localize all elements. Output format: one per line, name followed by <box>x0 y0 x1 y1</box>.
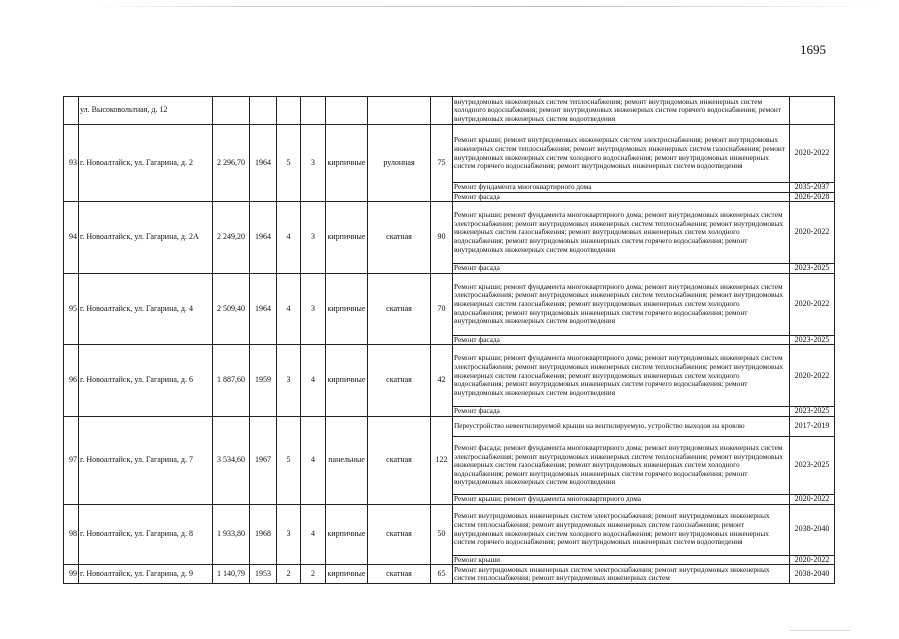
roof-cell: скатная <box>368 565 431 584</box>
roof-cell: скатная <box>368 504 431 565</box>
works-cell: Ремонт фасада <box>453 335 790 345</box>
works-cell: Ремонт фасада <box>453 407 790 417</box>
area-cell <box>213 97 250 125</box>
address-cell: г. Новоалтайск, ул. Гагарина, д. 2 <box>79 125 213 202</box>
address-cell: г. Новоалтайск, ул. Гагарина, д. 2А <box>79 202 213 274</box>
address-cell: г. Новоалтайск, ул. Гагарина, д. 6 <box>79 345 213 417</box>
address-cell: г. Новоалтайск, ул. Гагарина, д. 4 <box>79 273 213 345</box>
entrances-cell: 3 <box>301 125 326 202</box>
housing-register-table <box>63 96 835 584</box>
row-number: 99 <box>64 565 79 584</box>
wear-cell: 65 <box>431 565 453 584</box>
entrances-cell: 3 <box>301 273 326 345</box>
year-cell <box>250 97 277 125</box>
row-number: 94 <box>64 202 79 274</box>
works-cell: Ремонт крыши; ремонт фундамента многоквартирного дома; ремонт внутридомовых инженерных систем электроснабжения; ремонт внутридомовых инженерных систем теплоснабжения; ремонт внутридомовых инженерных систем газоснабжения; ремонт внутридомовых инженерных систем холодного водоснабжения; ремонт внутридомовых инженерных систем горячего водоснабжения; ремонт внутридомовых инженерных систем водоотведения <box>453 345 790 407</box>
works-cell: внутридомовых инженерных систем теплоснабжения; ремонт внутридомовых инженерных систем холодного водоснабжения; ремонт внутридомовых инженерных систем горячего водоснабжения; ремонт внутридомовых инженерных систем водоотведения <box>453 97 790 125</box>
roof-cell: скатная <box>368 345 431 417</box>
works-cell: Ремонт крыши; ремонт фундамента многоквартирного дома <box>453 494 790 504</box>
floors-cell: 2 <box>277 565 301 584</box>
wear-cell: 90 <box>431 202 453 274</box>
table-row <box>64 125 835 183</box>
period-cell: 2026-2028 <box>790 192 835 202</box>
walls-cell: кирпичные <box>326 565 368 584</box>
works-cell: Ремонт фасада; ремонт фундамента многоквартирного дома; ремонт внутридомовых инженерных систем электроснабжения; ремонт внутридомовых инженерных систем теплоснабжения; ремонт внутридомовых инженерных систем газоснабжения; ремонт внутридомовых инженерных систем холодного водоснабжения; ремонт внутридомовых инженерных систем горячего водоснабжения; ремонт внутридомовых инженерных систем водоотведения <box>453 436 790 494</box>
table-row <box>64 565 835 584</box>
year-cell: 1968 <box>250 504 277 565</box>
works-cell: Ремонт крыши; ремонт внутридомовых инженерных систем электроснабжения; ремонт внутридомовых инженерных систем теплоснабжения; ремонт внутридомовых инженерных систем газоснабжения; ремонт внутридомовых инженерных систем холодного водоснабжения; ремонт внутридомовых инженерных систем горячего водоснабжения; ремонт внутридомовых инженерных систем водоотведения <box>453 125 790 183</box>
walls-cell: панельные <box>326 416 368 504</box>
year-cell: 1967 <box>250 416 277 504</box>
period-cell: 2020-2022 <box>790 273 835 335</box>
period-cell: 2023-2025 <box>790 264 835 274</box>
entrances-cell: 2 <box>301 565 326 584</box>
works-cell: Ремонт крыши; ремонт фундамента многоквартирного дома; ремонт внутридомовых инженерных систем электроснабжения; ремонт внутридомовых инженерных систем теплоснабжения; ремонт внутридомовых инженерных систем газоснабжения; ремонт внутридомовых инженерных систем холодного водоснабжения; ремонт внутридомовых инженерных систем горячего водоснабжения; ремонт внутридомовых инженерных систем водоотведения <box>453 202 790 264</box>
period-cell: 2023-2025 <box>790 407 835 417</box>
year-cell: 1959 <box>250 345 277 417</box>
table-row <box>64 504 835 555</box>
floors-cell: 3 <box>277 345 301 417</box>
period-cell: 2023-2025 <box>790 335 835 345</box>
table-row <box>64 345 835 407</box>
area-cell: 1 933,80 <box>213 504 250 565</box>
entrances-cell <box>301 97 326 125</box>
entrances-cell: 4 <box>301 416 326 504</box>
roof-cell <box>368 97 431 125</box>
table-body <box>64 97 835 584</box>
entrances-cell: 4 <box>301 504 326 565</box>
area-cell: 2 296,70 <box>213 125 250 202</box>
period-cell: 2023-2025 <box>790 436 835 494</box>
area-cell: 2 509,40 <box>213 273 250 345</box>
roof-cell: скатная <box>368 416 431 504</box>
floors-cell <box>277 97 301 125</box>
address-cell: г. Новоалтайск, ул. Гагарина, д. 9 <box>79 565 213 584</box>
works-cell: Ремонт внутридомовых инженерных систем электроснабжения; ремонт внутридомовых инженерных систем теплоснабжения; ремонт внутридомовых инженерных систем газоснабжения; ремонт внутридомовых инженерных систем холодного водоснабжения; ремонт внутридомовых инженерных систем горячего водоснабжения; ремонт внутридомовых инженерных систем водоотведения <box>453 504 790 555</box>
row-number: 93 <box>64 125 79 202</box>
area-cell: 2 249,20 <box>213 202 250 274</box>
works-cell: Ремонт фасада <box>453 192 790 202</box>
year-cell: 1964 <box>250 125 277 202</box>
works-cell: Ремонт фасада <box>453 264 790 274</box>
row-number: 96 <box>64 345 79 417</box>
wear-cell <box>431 97 453 125</box>
period-cell: 2020-2022 <box>790 125 835 183</box>
page-number: 1695 <box>800 42 826 57</box>
address-cell: г. Новоалтайск, ул. Гагарина, д. 7 <box>79 416 213 504</box>
floors-cell: 4 <box>277 273 301 345</box>
works-cell: Ремонт фундамента многоквартирного дома <box>453 183 790 193</box>
works-cell: Ремонт внутридомовых инженерных систем электроснабжения; ремонт внутридомовых инженерных систем теплоснабжения; ремонт внутридомовых инженерных систем <box>453 565 790 584</box>
works-cell: Ремонт крыши <box>453 555 790 565</box>
roof-cell: скатная <box>368 202 431 274</box>
roof-cell: рулонная <box>368 125 431 202</box>
floors-cell: 3 <box>277 504 301 565</box>
wear-cell: 42 <box>431 345 453 417</box>
area-cell: 1 140,79 <box>213 565 250 584</box>
floors-cell: 5 <box>277 416 301 504</box>
entrances-cell: 4 <box>301 345 326 417</box>
period-cell: 2020-2022 <box>790 555 835 565</box>
walls-cell: кирпичные <box>326 202 368 274</box>
period-cell: 2035-2037 <box>790 183 835 193</box>
period-cell: 2038-2040 <box>790 565 835 584</box>
period-cell: 2020-2022 <box>790 202 835 264</box>
floors-cell: 4 <box>277 202 301 274</box>
period-cell <box>790 97 835 125</box>
table-row <box>64 416 835 436</box>
address-cell: ул. Высоковольтная, д. 12 <box>79 97 213 125</box>
walls-cell: кирпичные <box>326 504 368 565</box>
table-row <box>64 273 835 335</box>
roof-cell: скатная <box>368 273 431 345</box>
row-number: 97 <box>64 416 79 504</box>
walls-cell: кирпичные <box>326 345 368 417</box>
wear-cell: 70 <box>431 273 453 345</box>
row-number: 98 <box>64 504 79 565</box>
scan-edge-line <box>90 6 890 7</box>
table-row <box>64 202 835 264</box>
row-number: 95 <box>64 273 79 345</box>
area-cell: 1 887,60 <box>213 345 250 417</box>
entrances-cell: 3 <box>301 202 326 274</box>
works-cell: Переустройство невентилируемой крыши на вентилируемую, устройство выходов на кровлю <box>453 416 790 436</box>
floors-cell: 5 <box>277 125 301 202</box>
area-cell: 3 534,60 <box>213 416 250 504</box>
wear-cell: 50 <box>431 504 453 565</box>
walls-cell: кирпичные <box>326 125 368 202</box>
period-cell: 2020-2022 <box>790 494 835 504</box>
wear-cell: 122 <box>431 416 453 504</box>
period-cell: 2038-2040 <box>790 504 835 555</box>
table-row <box>64 97 835 125</box>
scan-smudge <box>790 630 850 631</box>
walls-cell: кирпичные <box>326 273 368 345</box>
address-cell: г. Новоалтайск, ул. Гагарина, д. 8 <box>79 504 213 565</box>
wear-cell: 75 <box>431 125 453 202</box>
row-number <box>64 97 79 125</box>
period-cell: 2017-2019 <box>790 416 835 436</box>
period-cell: 2020-2022 <box>790 345 835 407</box>
works-cell: Ремонт крыши; ремонт фундамента многоквартирного дома; ремонт внутридомовых инженерных систем электроснабжения; ремонт внутридомовых инженерных систем теплоснабжения; ремонт внутридомовых инженерных систем газоснабжения; ремонт внутридомовых инженерных систем холодного водоснабжения; ремонт внутридомовых инженерных систем горячего водоснабжения; ремонт внутридомовых инженерных систем водоотведения <box>453 273 790 335</box>
year-cell: 1964 <box>250 202 277 274</box>
year-cell: 1953 <box>250 565 277 584</box>
walls-cell <box>326 97 368 125</box>
year-cell: 1964 <box>250 273 277 345</box>
